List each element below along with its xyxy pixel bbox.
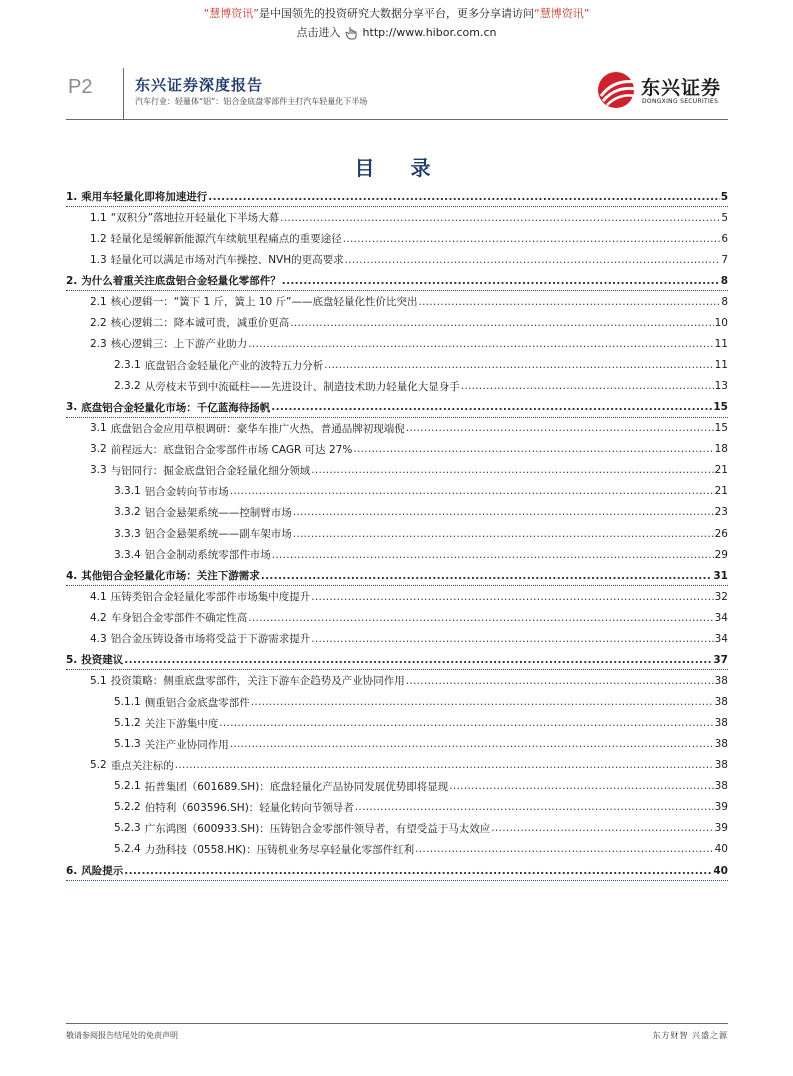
toc-entry[interactable] [66,649,728,670]
toc-entry-page: 5 [721,211,728,224]
footer-rule [66,1023,728,1024]
toc-entry[interactable] [66,355,728,376]
toc-entry-page: 31 [713,569,728,582]
toc-entry[interactable] [66,544,728,565]
toc-entry-title: 底盘铝合金应用草根调研：豪华车推广火热，普通品牌初现端倪 [110,422,405,435]
toc-entry-page: 11 [714,337,728,350]
toc-entry[interactable] [66,776,728,797]
toc-entry-title: 重点关注标的 [110,759,174,772]
banner-description: 是中国领先的投资研究大数据分享平台，更多分享请访问 [259,7,534,20]
toc-entry-title: 伯特利（603596.SH)：轻量化转向节领导者 [144,801,354,814]
toc-dot-leader [208,191,719,203]
toc-entry[interactable] [66,565,728,586]
toc-dot-leader [124,654,712,666]
toc-entry-title: 广东鸿图（600933.SH)：压铸铝合金零部件领导者，有望受益于马太效应 [144,822,491,835]
banner-brand-2: “慧博资讯” [534,7,590,20]
toc-entry-title: 投资策略：侧重底盘零部件，关注下游车企趋势及产业协同作用 [110,675,405,688]
toc-dot-leader [311,591,713,603]
toc-entry-title: 轻量化可以满足市场对汽车操控、NVH的更高要求 [110,254,344,267]
toc-dot-leader [491,822,713,834]
toc-entry-number: 2.2 [90,316,107,329]
toc-dot-leader [219,717,713,729]
toc-entry-number: 5.1.1 [114,696,141,709]
toc-entry-page: 39 [714,822,728,835]
toc-entry-page: 7 [721,253,728,266]
toc-dot-leader [324,359,713,371]
toc-entry-title: 底盘铝合金轻量化市场：千亿蓝海待扬帆 [81,401,271,414]
toc-dot-leader [293,528,714,540]
toc-entry-number: 5.2 [90,759,107,772]
toc-entry-title: 其他铝合金轻量化市场：关注下游需求 [81,570,260,583]
toc-title: 目 录 [354,156,439,180]
logo-english-name: DONGXING SECURITIES [642,98,719,105]
footer-slogan: 东方财智 兴盛之源 [652,1031,728,1040]
toc-entry-page: 6 [721,232,728,245]
toc-dot-leader [461,380,714,392]
toc-entry-title: 核心逻辑三：上下游产业助力 [110,338,248,351]
toc-entry-page: 21 [714,464,728,477]
toc-entry-title: 车身铝合金零部件不确定性高 [110,612,248,625]
toc-entry[interactable] [66,291,728,312]
table-of-contents [66,186,728,881]
toc-entry-page: 34 [714,632,728,645]
toc-dot-leader [272,549,714,561]
toc-entry-page: 38 [714,717,728,730]
toc-entry[interactable] [66,460,728,481]
toc-entry-number: 4.1 [90,590,107,603]
toc-entry-page: 18 [714,443,728,456]
toc-entry-number: 3. [66,401,78,414]
toc-dot-leader [290,317,713,329]
toc-entry-number: 2.1 [90,295,107,308]
banner-line-2[interactable] [0,25,793,41]
banner-brand-1: “慧博资讯” [203,7,259,20]
toc-dot-leader [230,485,714,497]
toc-entry-page: 23 [714,506,728,519]
toc-entry-page: 38 [714,674,728,687]
toc-entry-page: 29 [714,548,728,561]
toc-entry-page: 38 [714,696,728,709]
toc-entry[interactable] [66,670,728,691]
toc-entry[interactable] [66,692,728,713]
toc-dot-leader [248,612,713,624]
top-banner [0,6,793,41]
toc-entry-title: 关注下游集中度 [144,717,219,730]
toc-entry-page: 26 [714,527,728,540]
toc-entry-title: 底盘铝合金轻量化产业的波特五力分析 [144,359,324,372]
toc-entry-page: 32 [714,590,728,603]
toc-dot-leader [271,401,712,413]
banner-line-1 [0,6,793,22]
toc-entry-number: 5. [66,653,78,666]
toc-entry-number: 3.3.2 [114,506,141,519]
toc-entry-title: 从旁枝末节到中流砥柱——先进设计、制造技术助力轻量化大显身手 [144,380,460,393]
toc-entry-title: 风险提示 [81,865,124,878]
toc-entry-title: 核心逻辑一：“簧下 1 斤，簧上 10 斤”——底盘轻量化性价比突出 [110,296,418,309]
toc-entry-number: 5.2.1 [114,780,141,793]
toc-entry-title: 乘用车轻量化即将加速进行 [81,191,208,204]
toc-entry-title: 铝合金转向节市场 [144,485,229,498]
banner-url-link[interactable]: http://www.hibor.com.cn [362,26,497,39]
toc-dot-leader [293,506,714,518]
toc-entry-page: 39 [714,801,728,814]
toc-entry[interactable] [66,628,728,649]
toc-entry[interactable] [66,207,728,228]
toc-entry-number: 5.1.2 [114,717,141,730]
toc-dot-leader [353,443,713,455]
toc-entry[interactable] [66,186,728,207]
toc-entry-page: 21 [714,485,728,498]
toc-entry-page: 37 [713,653,728,666]
toc-dot-leader [415,843,713,855]
toc-dot-leader [345,254,721,266]
toc-entry[interactable] [66,839,728,860]
toc-dot-leader [175,759,714,771]
toc-dot-leader [124,865,712,877]
toc-entry-number: 3.1 [90,422,107,435]
toc-entry-title: 关注产业协同作用 [144,738,229,751]
page-number: P2 [68,76,93,98]
toc-entry-title: 拓普集团（601689.SH)：底盘轻量化产品协同发展优势即将显现 [144,780,449,793]
toc-entry-number: 1. [66,190,78,203]
toc-entry[interactable] [66,502,728,523]
toc-entry-page: 10 [714,316,728,329]
toc-entry[interactable] [66,713,728,734]
toc-entry-page: 15 [714,422,728,435]
toc-entry[interactable] [66,376,728,397]
toc-entry-page: 11 [714,359,728,372]
report-subtitle: 汽车行业：轻量体“铝”：铝合金底盘零部件主打汽车轻量化下半场 [135,97,368,106]
toc-dot-leader [230,738,714,750]
toc-entry-page: 38 [714,738,728,751]
toc-entry-number: 2.3.1 [114,359,141,372]
toc-entry-title: 力劲科技（0558.HK)：压铸机业务尽享轻量化零部件红利 [144,843,415,856]
toc-entry-number: 2.3 [90,337,107,350]
toc-entry[interactable] [66,818,728,839]
toc-entry-number: 4.3 [90,632,107,645]
toc-entry-page: 8 [720,274,728,287]
toc-entry-title: 前程远大：底盘铝合金零部件市场 CAGR 可达 27% [110,443,353,456]
toc-entry-title: 铝合金制动系统零部件市场 [144,549,271,562]
toc-dot-leader [248,338,713,350]
toc-entry-title: 投资建议 [81,654,124,667]
toc-entry-number: 5.2.2 [114,801,141,814]
toc-entry[interactable] [66,860,728,881]
report-title: 东兴证券深度报告 [135,76,264,94]
toc-entry-page: 15 [713,401,728,414]
toc-entry[interactable] [66,797,728,818]
toc-entry-number: 6. [66,864,78,877]
toc-entry[interactable] [66,270,728,291]
toc-dot-leader [282,275,720,287]
toc-entry-title: 为什么着重关注底盘铝合金轻量化零部件？ [81,275,281,288]
logo-name: 东兴证券 [641,77,722,99]
toc-dot-leader [311,464,713,476]
toc-entry[interactable] [66,418,728,439]
toc-entry-number: 3.3 [90,464,107,477]
toc-entry-number: 5.2.4 [114,843,141,856]
toc-dot-leader [343,233,721,245]
toc-entry-number: 3.3.4 [114,548,141,561]
toc-entry-title: 核心逻辑二：降本诚可贵，减重价更高 [110,317,290,330]
toc-dot-leader [261,570,713,582]
toc-dot-leader [355,801,714,813]
toc-entry[interactable] [66,249,728,270]
toc-dot-leader [251,696,714,708]
toc-dot-leader [418,296,720,308]
toc-entry-page: 38 [714,780,728,793]
toc-dot-leader [406,422,714,434]
toc-entry-page: 40 [714,843,728,856]
banner-click-text[interactable]: 点击进入 [296,26,341,39]
footer-disclaimer: 敬请参阅报告结尾处的免责声明 [66,1031,178,1040]
toc-entry-page: 13 [714,380,728,393]
toc-entry-number: 5.2.3 [114,822,141,835]
dongxing-logo [596,68,728,112]
toc-entry-number: 5.1 [90,674,107,687]
toc-entry-page: 34 [714,611,728,624]
toc-entry-title: “双积分”落地拉开轻量化下半场大幕 [110,212,280,225]
toc-entry-number: 2.3.2 [114,380,141,393]
toc-dot-leader [280,212,720,224]
header-divider [123,68,124,120]
report-header [66,68,728,120]
toc-entry-number: 1.1 [90,211,107,224]
toc-entry[interactable] [66,228,728,249]
toc-entry-number: 1.3 [90,253,107,266]
toc-entry-title: 轻量化是缓解新能源汽车续航里程痛点的重要途径 [110,233,342,246]
toc-entry[interactable] [66,481,728,502]
toc-dot-leader [449,780,713,792]
toc-entry-number: 2. [66,274,78,287]
toc-entry-page: 38 [714,759,728,772]
toc-dot-leader [311,633,713,645]
toc-entry[interactable] [66,586,728,607]
toc-entry-title: 侧重铝合金底盘零部件 [144,696,250,709]
toc-entry[interactable] [66,397,728,418]
toc-entry-title: 铝合金悬架系统——控制臂市场 [144,506,292,519]
toc-entry[interactable] [66,607,728,628]
toc-entry-number: 3.3.1 [114,485,141,498]
toc-entry[interactable] [66,734,728,755]
toc-entry-page: 5 [720,190,728,203]
toc-entry-number: 4. [66,569,78,582]
toc-entry[interactable] [66,333,728,354]
toc-entry-title: 铝合金悬架系统——副车架市场 [144,528,292,541]
toc-entry-title: 与铝同行：掘金底盘铝合金轻量化细分领域 [110,464,311,477]
toc-entry-title: 压铸类铝合金轻量化零部件市场集中度提升 [110,591,311,604]
toc-entry-page: 8 [721,295,728,308]
toc-dot-leader [406,675,714,687]
toc-entry-number: 3.2 [90,443,107,456]
header-rule [66,119,728,120]
toc-entry[interactable] [66,312,728,333]
toc-entry-number: 5.1.3 [114,738,141,751]
pointer-hand-icon [345,26,359,40]
toc-entry-number: 4.2 [90,611,107,624]
toc-entry-page: 40 [713,864,728,877]
toc-entry-number: 3.3.3 [114,527,141,540]
toc-entry[interactable] [66,523,728,544]
toc-entry-title: 铝合金压铸设备市场将受益于下游需求提升 [110,633,311,646]
dongxing-logo-icon [596,70,640,110]
toc-entry[interactable] [66,755,728,776]
toc-entry[interactable] [66,439,728,460]
toc-entry-number: 1.2 [90,232,107,245]
